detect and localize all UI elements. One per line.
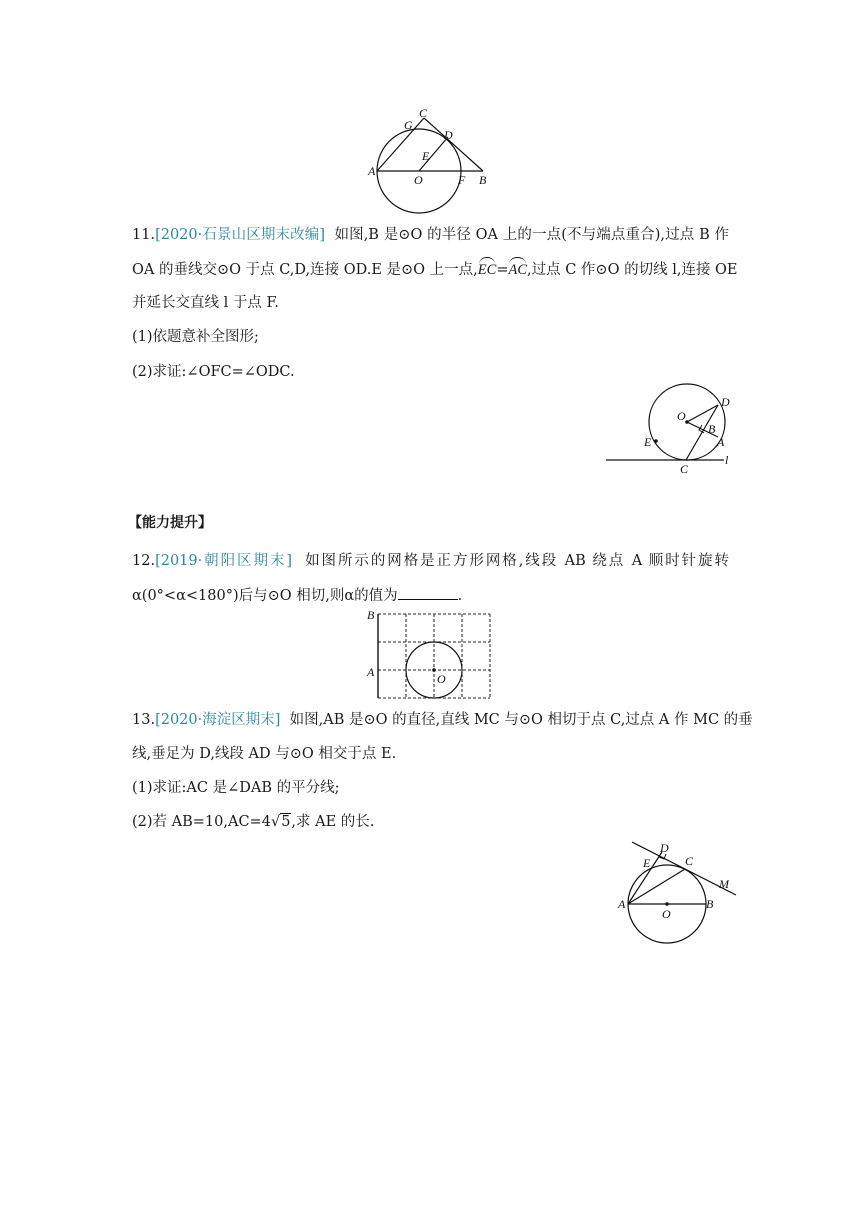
label-C: C <box>419 106 428 120</box>
q11-part-1: (1)依题意补全图形; <box>132 329 259 345</box>
q12-line-2 <box>132 585 462 606</box>
q11-line-3: 并延长交直线 l 于点 F. <box>132 295 279 311</box>
q12-line-1 <box>132 551 729 571</box>
label-B: B <box>708 422 716 436</box>
label-O: O <box>677 409 686 423</box>
q11-part-2: (2)求证:∠OFC=∠ODC. <box>132 364 295 380</box>
label-C: C <box>685 854 694 868</box>
q11-text-2b: ,过点 C 作⊙O 的切线 l,连接 OE <box>527 262 738 278</box>
q11-line-2 <box>132 260 738 280</box>
label-A: A <box>618 897 626 911</box>
label-A: A <box>717 435 725 449</box>
label-A: A <box>368 164 376 178</box>
label-O: O <box>414 173 423 187</box>
label-F: F <box>458 173 466 187</box>
label-B: B <box>706 897 714 911</box>
label-E: E <box>422 149 430 163</box>
arc-ec: EC <box>477 262 497 278</box>
q13-number: 13. <box>132 712 156 728</box>
q13-part-2-end: ,求 AE 的长. <box>291 814 375 830</box>
answer-blank[interactable] <box>398 585 458 600</box>
label-D: D <box>660 841 669 855</box>
q11-text-2a: OA 的垂线交⊙O 于点 C,D,连接 OD.E 是⊙O 上一点, <box>132 262 478 278</box>
label-D: D <box>721 395 730 409</box>
label-E: E <box>643 856 651 870</box>
q11-number: 11. <box>132 227 156 243</box>
label-G: G <box>404 118 413 132</box>
label-B: B <box>367 608 375 622</box>
figure-diameter-tangent <box>618 838 742 944</box>
sqrt-value: 5 <box>281 814 291 830</box>
q11-text-1: 如图,B 是⊙O 的半径 OA 上的一点(不与端点重合),过点 B 作 <box>334 227 729 243</box>
q12-number: 12. <box>132 553 156 569</box>
arc-ac: AC <box>508 262 528 278</box>
q13-text-1: 如图,AB 是⊙O 的直径,直线 MC 与⊙O 相切于点 C,过点 A 作 MC 的垂 <box>289 712 753 728</box>
label-O: O <box>662 907 671 921</box>
label-A: A <box>367 665 375 679</box>
figure-circle-top <box>368 106 498 216</box>
q12-source: [2019·朝阳区期末] <box>155 553 292 569</box>
label-O: O <box>437 672 446 686</box>
section-title: 【能力提升】 <box>128 515 212 531</box>
q13-source: [2020·海淀区期末] <box>155 712 281 728</box>
q12-text-2: α(0°<α<180°)后与⊙O 相切,则α的值为 <box>132 588 398 604</box>
label-M: M <box>719 877 729 891</box>
q13-line-1 <box>132 710 753 730</box>
label-D: D <box>444 128 453 142</box>
q13-line-2: 线,垂足为 D,线段 AD 与⊙O 相交于点 E. <box>132 746 397 762</box>
q12-period: . <box>457 588 463 604</box>
figure-grid <box>366 608 496 704</box>
label-B: B <box>479 173 487 187</box>
label-l: l <box>725 453 729 467</box>
q11-line-1 <box>132 225 729 245</box>
figure-circle-tangent <box>604 385 740 477</box>
equals-sign: = <box>496 262 509 278</box>
q11-source: [2020·石景山区期末改编] <box>155 227 325 243</box>
q13-part-2-text: (2)若 AB=10,AC=4 <box>132 814 271 830</box>
label-E: E <box>644 435 652 449</box>
label-C: C <box>680 462 689 476</box>
q13-part-1: (1)求证:AC 是∠DAB 的平分线; <box>132 780 340 796</box>
q13-part-2: (2)若 AB=10,AC=4√5,求 AE 的长. <box>132 814 375 830</box>
q12-text-1: 如图所示的网格是正方形网格,线段 AB 绕点 A 顺时针旋转 <box>305 553 730 569</box>
